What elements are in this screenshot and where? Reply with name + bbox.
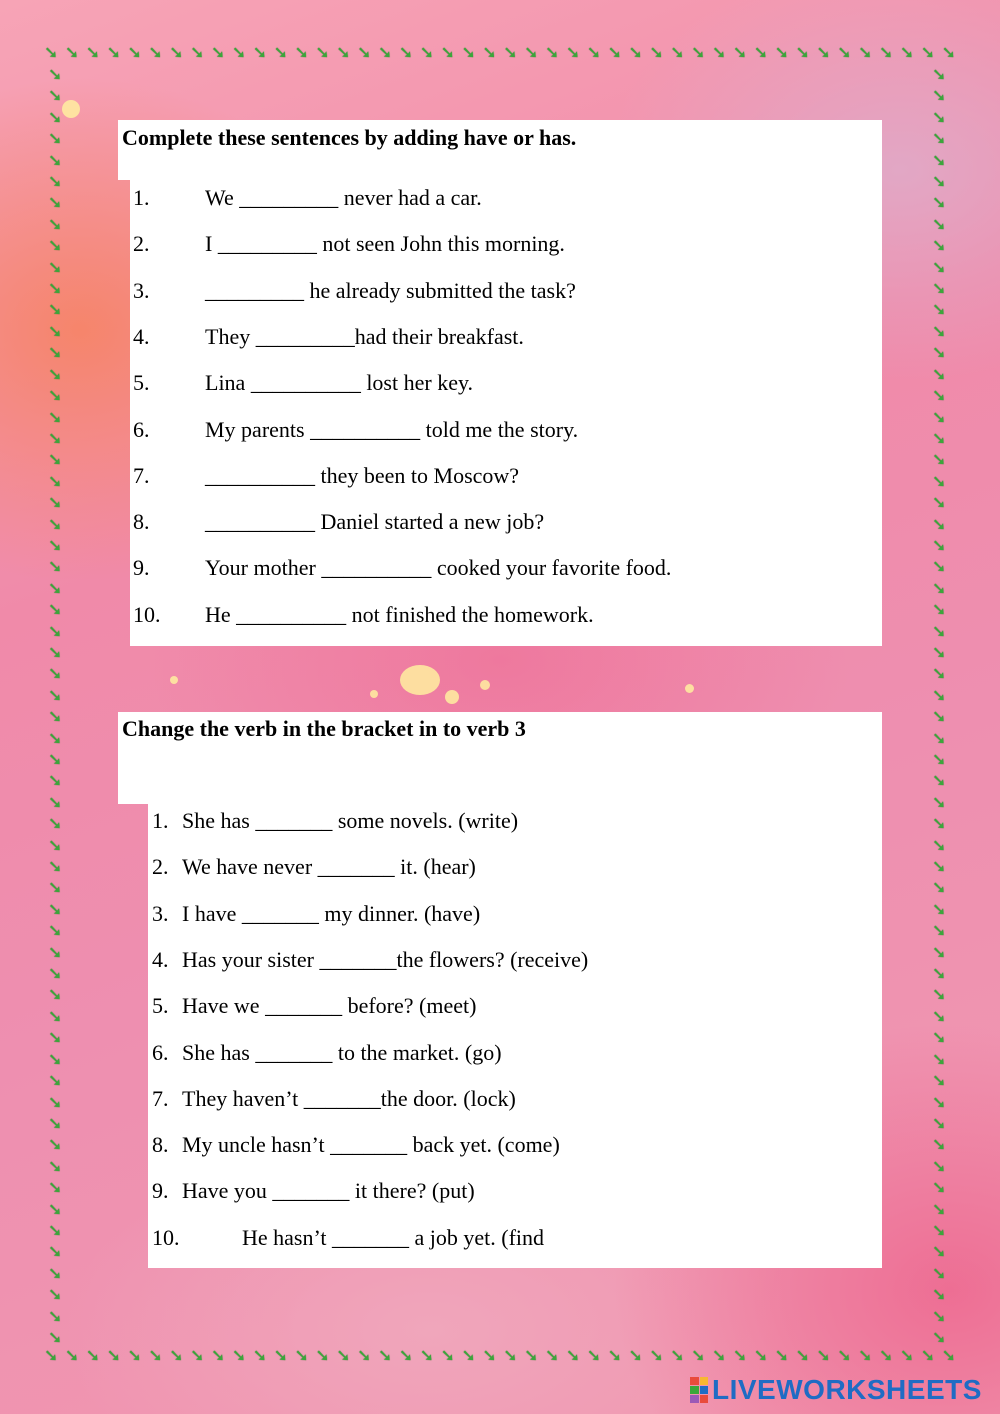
- logo-text: LIVEWORKSHEETS: [712, 1374, 982, 1405]
- green-arrow-icon: ➘: [932, 557, 947, 577]
- green-arrow-icon: ➘: [545, 43, 560, 62]
- item-number: 1.: [152, 808, 169, 833]
- item-text: We have never _______ it. (hear): [182, 854, 476, 880]
- green-arrow-icon: ➘: [48, 1220, 63, 1240]
- green-arrow-icon: ➘: [48, 1049, 63, 1069]
- green-arrow-icon: ➘: [932, 364, 947, 384]
- green-arrow-icon: ➘: [524, 1346, 539, 1365]
- green-arrow-icon: ➘: [932, 1028, 947, 1048]
- item-text: __________ Daniel started a new job?: [205, 509, 545, 535]
- green-arrow-icon: ➘: [932, 1306, 947, 1326]
- green-arrow-icon: ➘: [273, 1346, 288, 1365]
- green-arrow-icon: ➘: [315, 43, 330, 62]
- green-arrow-icon: ➘: [932, 1199, 947, 1219]
- item-text: Have you _______ it there? (put): [182, 1178, 475, 1204]
- green-arrow-icon: ➘: [837, 43, 852, 62]
- item-number: 7.: [152, 1085, 169, 1111]
- paint-splash: [62, 100, 80, 118]
- green-arrow-icon: ➘: [932, 428, 947, 448]
- green-arrow-icon: ➘: [482, 43, 497, 62]
- green-arrow-icon: ➘: [44, 1346, 59, 1365]
- green-arrow-icon: ➘: [732, 43, 748, 62]
- green-arrow-icon: ➘: [712, 43, 727, 62]
- green-arrow-icon: ➘: [48, 792, 63, 812]
- green-arrow-icon: ➘: [48, 514, 63, 534]
- green-arrow-icon: ➘: [357, 43, 372, 62]
- green-arrow-icon: ➘: [932, 621, 947, 641]
- item-number: 8.: [133, 509, 150, 535]
- item-text: We _________ never had a car.: [205, 185, 482, 210]
- green-arrow-icon: ➘: [48, 835, 63, 855]
- item-text: Your mother __________ cooked your favorite food.: [205, 555, 672, 581]
- green-arrow-icon: ➘: [932, 300, 947, 320]
- green-arrow-icon: ➘: [48, 600, 63, 620]
- green-arrow-icon: ➘: [85, 43, 100, 62]
- green-arrow-icon: ➘: [932, 642, 947, 662]
- green-arrow-icon: ➘: [932, 1327, 947, 1347]
- item-text: She has _______ to the market. (go): [182, 1039, 502, 1065]
- green-arrow-icon: ➘: [816, 43, 831, 62]
- green-arrow-icon: ➘: [48, 728, 63, 748]
- green-arrow-icon: ➘: [628, 43, 643, 62]
- green-arrow-icon: ➘: [48, 1242, 63, 1262]
- green-arrow-icon: ➘: [774, 43, 789, 62]
- green-arrow-icon: ➘: [932, 65, 947, 84]
- green-arrow-icon: ➘: [48, 857, 63, 877]
- green-arrow-icon: ➘: [628, 1346, 643, 1365]
- green-arrow-icon: ➘: [503, 43, 518, 62]
- green-arrow-icon: ➘: [932, 792, 947, 812]
- green-arrow-icon: ➘: [440, 1346, 455, 1365]
- green-arrow-icon: ➘: [48, 899, 63, 919]
- item-number: 8.: [152, 1132, 169, 1158]
- green-arrow-icon: ➘: [48, 107, 63, 127]
- green-arrow-icon: ➘: [920, 43, 935, 62]
- green-arrow-icon: ➘: [932, 1092, 947, 1112]
- green-arrow-icon: ➘: [48, 1199, 63, 1219]
- green-arrow-icon: ➘: [932, 1135, 947, 1155]
- green-arrow-icon: ➘: [48, 407, 63, 427]
- green-arrow-icon: ➘: [48, 557, 63, 577]
- green-arrow-icon: ➘: [48, 1306, 63, 1326]
- green-arrow-icon: ➘: [48, 364, 63, 384]
- green-arrow-icon: ➘: [932, 921, 947, 941]
- green-arrow-icon: ➘: [48, 1156, 63, 1176]
- paint-splash: [370, 690, 378, 698]
- green-arrow-icon: ➘: [294, 1346, 309, 1365]
- green-arrow-icon: ➘: [48, 578, 63, 598]
- green-arrow-icon: ➘: [774, 1346, 789, 1365]
- green-arrow-icon: ➘: [461, 1346, 476, 1365]
- green-arrow-icon: ➘: [48, 921, 63, 941]
- item-number: 10.: [133, 601, 161, 627]
- green-arrow-icon: ➘: [732, 1346, 748, 1365]
- green-arrow-icon: ➘: [545, 1346, 560, 1365]
- green-arrow-icon: ➘: [932, 1071, 947, 1091]
- green-arrow-icon: ➘: [273, 43, 288, 62]
- green-arrow-icon: ➘: [48, 1006, 63, 1026]
- green-arrow-icon: ➘: [899, 1346, 915, 1365]
- section1-title: Complete these sentences by adding have or has.: [122, 125, 577, 150]
- green-arrow-icon: ➘: [932, 1263, 947, 1283]
- green-arrow-icon: ➘: [941, 43, 956, 62]
- green-arrow-icon: ➘: [398, 43, 414, 62]
- paint-splash: [480, 680, 490, 690]
- green-arrow-icon: ➘: [48, 150, 63, 170]
- green-arrow-icon: ➘: [336, 1346, 351, 1365]
- green-arrow-icon: ➘: [670, 1346, 685, 1365]
- green-arrow-icon: ➘: [932, 578, 947, 598]
- green-arrow-icon: ➘: [941, 1346, 956, 1365]
- green-arrow-icon: ➘: [48, 172, 63, 192]
- green-arrow-icon: ➘: [48, 750, 63, 769]
- green-arrow-icon: ➘: [190, 1346, 205, 1365]
- item-text: He __________ not finished the homework.: [205, 601, 594, 627]
- green-arrow-icon: ➘: [48, 1285, 63, 1305]
- green-arrow-icon: ➘: [48, 621, 63, 641]
- green-arrow-icon: ➘: [932, 193, 947, 213]
- green-arrow-icon: ➘: [106, 43, 121, 62]
- green-arrow-icon: ➘: [932, 535, 947, 555]
- green-arrow-icon: ➘: [48, 1327, 63, 1347]
- green-arrow-icon: ➘: [932, 728, 947, 748]
- green-arrow-icon: ➘: [795, 43, 810, 62]
- green-arrow-icon: ➘: [148, 1346, 163, 1365]
- paint-splash: [685, 684, 694, 693]
- green-arrow-icon: ➘: [64, 1346, 80, 1365]
- green-arrow-icon: ➘: [211, 1346, 226, 1365]
- border-bottom: [44, 1347, 956, 1364]
- green-arrow-icon: ➘: [398, 1346, 414, 1365]
- green-arrow-icon: ➘: [48, 814, 63, 834]
- green-arrow-icon: ➘: [932, 899, 947, 919]
- green-arrow-icon: ➘: [691, 1346, 706, 1365]
- green-arrow-icon: ➘: [932, 1220, 947, 1240]
- green-arrow-icon: ➘: [932, 942, 947, 962]
- green-arrow-icon: ➘: [816, 1346, 831, 1365]
- green-arrow-icon: ➘: [932, 321, 947, 341]
- item-text: Has your sister _______the flowers? (receive): [182, 946, 589, 972]
- green-arrow-icon: ➘: [48, 985, 63, 1005]
- item-number: 6.: [152, 1039, 169, 1065]
- green-arrow-icon: ➘: [524, 43, 539, 62]
- green-arrow-icon: ➘: [48, 193, 63, 213]
- item-text: My uncle hasn’t _______ back yet. (come): [182, 1132, 560, 1158]
- green-arrow-icon: ➘: [932, 471, 947, 491]
- green-arrow-icon: ➘: [932, 107, 947, 127]
- green-arrow-icon: ➘: [586, 1346, 601, 1365]
- green-arrow-icon: ➘: [753, 43, 768, 62]
- item-number: 6.: [133, 416, 150, 442]
- green-arrow-icon: ➘: [48, 321, 63, 341]
- green-arrow-icon: ➘: [932, 600, 947, 620]
- green-arrow-icon: ➘: [336, 43, 351, 62]
- green-arrow-icon: ➘: [837, 1346, 852, 1365]
- green-arrow-icon: ➘: [378, 43, 393, 62]
- green-arrow-icon: ➘: [231, 43, 247, 62]
- item-text: They haven’t _______the door. (lock): [182, 1085, 516, 1111]
- item-number: 1.: [133, 185, 150, 210]
- green-arrow-icon: ➘: [211, 43, 226, 62]
- green-arrow-icon: ➘: [932, 236, 947, 256]
- green-arrow-icon: ➘: [48, 279, 63, 299]
- green-arrow-icon: ➘: [932, 86, 947, 106]
- green-arrow-icon: ➘: [932, 279, 947, 299]
- green-arrow-icon: ➘: [932, 814, 947, 834]
- item-number: 5.: [133, 370, 150, 396]
- green-arrow-icon: ➘: [932, 150, 947, 170]
- green-arrow-icon: ➘: [482, 1346, 497, 1365]
- green-arrow-icon: ➘: [879, 43, 894, 62]
- green-arrow-icon: ➘: [48, 1135, 63, 1155]
- green-arrow-icon: ➘: [932, 771, 947, 791]
- green-arrow-icon: ➘: [127, 1346, 142, 1365]
- green-arrow-icon: ➘: [932, 1285, 947, 1305]
- green-arrow-icon: ➘: [85, 1346, 100, 1365]
- green-arrow-icon: ➘: [920, 1346, 935, 1365]
- green-arrow-icon: ➘: [932, 1178, 947, 1198]
- paint-splash: [400, 665, 440, 695]
- item-text: _________ he already submitted the task?: [205, 277, 576, 303]
- green-arrow-icon: ➘: [461, 43, 476, 62]
- green-arrow-icon: ➘: [932, 386, 947, 406]
- green-arrow-icon: ➘: [252, 1346, 267, 1365]
- green-arrow-icon: ➘: [48, 214, 63, 234]
- green-arrow-icon: ➘: [932, 1049, 947, 1069]
- green-arrow-icon: ➘: [932, 1113, 947, 1133]
- green-arrow-icon: ➘: [858, 1346, 873, 1365]
- green-arrow-icon: ➘: [44, 43, 59, 62]
- green-arrow-icon: ➘: [932, 835, 947, 855]
- green-arrow-icon: ➘: [932, 964, 947, 984]
- green-arrow-icon: ➘: [48, 428, 63, 448]
- green-arrow-icon: ➘: [48, 300, 63, 320]
- item-number: 4.: [133, 323, 150, 349]
- green-arrow-icon: ➘: [932, 750, 947, 769]
- green-arrow-icon: ➘: [932, 1242, 947, 1262]
- green-arrow-icon: ➘: [753, 1346, 768, 1365]
- green-arrow-icon: ➘: [48, 471, 63, 491]
- green-arrow-icon: ➘: [48, 964, 63, 984]
- item-text: __________ they been to Moscow?: [205, 462, 520, 488]
- green-arrow-icon: ➘: [48, 771, 63, 791]
- green-arrow-icon: ➘: [48, 1113, 63, 1133]
- green-arrow-icon: ➘: [932, 493, 947, 513]
- paint-splash: [445, 690, 459, 704]
- section2-title: Change the verb in the bracket in to verb 3: [122, 716, 526, 741]
- liveworksheets-logo-icon: [690, 1377, 708, 1403]
- green-arrow-icon: ➘: [932, 878, 947, 898]
- green-arrow-icon: ➘: [503, 1346, 518, 1365]
- green-arrow-icon: ➘: [190, 43, 205, 62]
- green-arrow-icon: ➘: [440, 43, 455, 62]
- item-number: 3.: [152, 900, 169, 926]
- green-arrow-icon: ➘: [48, 1178, 63, 1198]
- green-arrow-icon: ➘: [879, 1346, 894, 1365]
- green-arrow-icon: ➘: [252, 43, 267, 62]
- liveworksheets-logo: [690, 1374, 982, 1406]
- green-arrow-icon: ➘: [932, 407, 947, 427]
- green-arrow-icon: ➘: [357, 1346, 372, 1365]
- item-number: 9.: [133, 555, 150, 581]
- green-arrow-icon: ➘: [565, 43, 581, 62]
- green-arrow-icon: ➘: [315, 1346, 330, 1365]
- green-arrow-icon: ➘: [48, 386, 63, 406]
- border-right: [932, 66, 946, 1346]
- green-arrow-icon: ➘: [932, 514, 947, 534]
- green-arrow-icon: ➘: [419, 43, 434, 62]
- green-arrow-icon: ➘: [231, 1346, 247, 1365]
- green-arrow-icon: ➘: [64, 43, 80, 62]
- green-arrow-icon: ➘: [607, 1346, 622, 1365]
- green-arrow-icon: ➘: [127, 43, 142, 62]
- green-arrow-icon: ➘: [712, 1346, 727, 1365]
- green-arrow-icon: ➘: [932, 985, 947, 1005]
- green-arrow-icon: ➘: [565, 1346, 581, 1365]
- item-number: 4.: [152, 946, 169, 972]
- green-arrow-icon: ➘: [932, 172, 947, 192]
- green-arrow-icon: ➘: [932, 664, 947, 684]
- green-arrow-icon: ➘: [932, 685, 947, 705]
- green-arrow-icon: ➘: [48, 685, 63, 705]
- green-arrow-icon: ➘: [48, 707, 63, 727]
- green-arrow-icon: ➘: [48, 129, 63, 149]
- green-arrow-icon: ➘: [932, 707, 947, 727]
- green-arrow-icon: ➘: [932, 214, 947, 234]
- green-arrow-icon: ➘: [932, 450, 947, 470]
- green-arrow-icon: ➘: [649, 1346, 664, 1365]
- green-arrow-icon: ➘: [899, 43, 915, 62]
- green-arrow-icon: ➘: [48, 664, 63, 684]
- green-arrow-icon: ➘: [48, 86, 63, 106]
- paint-splash: [170, 676, 178, 684]
- green-arrow-icon: ➘: [48, 1263, 63, 1283]
- green-arrow-icon: ➘: [932, 1156, 947, 1176]
- green-arrow-icon: ➘: [932, 1006, 947, 1026]
- item-number: 10.: [152, 1224, 180, 1250]
- green-arrow-icon: ➘: [691, 43, 706, 62]
- item-text: My parents __________ told me the story.: [205, 416, 579, 442]
- green-arrow-icon: ➘: [48, 1071, 63, 1091]
- green-arrow-icon: ➘: [48, 343, 63, 363]
- green-arrow-icon: ➘: [48, 535, 63, 555]
- green-arrow-icon: ➘: [858, 43, 873, 62]
- item-text: She has _______ some novels. (write): [182, 808, 519, 833]
- green-arrow-icon: ➘: [795, 1346, 810, 1365]
- green-arrow-icon: ➘: [932, 857, 947, 877]
- green-arrow-icon: ➘: [419, 1346, 434, 1365]
- green-arrow-icon: ➘: [670, 43, 685, 62]
- green-arrow-icon: ➘: [48, 878, 63, 898]
- green-arrow-icon: ➘: [932, 257, 947, 277]
- green-arrow-icon: ➘: [48, 1028, 63, 1048]
- green-arrow-icon: ➘: [48, 257, 63, 277]
- green-arrow-icon: ➘: [607, 43, 622, 62]
- item-text: They _________had their breakfast.: [205, 323, 524, 349]
- item-number: 7.: [133, 462, 150, 488]
- border-top: [44, 44, 956, 61]
- green-arrow-icon: ➘: [378, 1346, 393, 1365]
- border-left: [48, 66, 62, 1346]
- green-arrow-icon: ➘: [48, 236, 63, 256]
- item-text: Have we _______ before? (meet): [182, 993, 477, 1019]
- green-arrow-icon: ➘: [48, 493, 63, 513]
- green-arrow-icon: ➘: [649, 43, 664, 62]
- item-number: 2.: [133, 231, 150, 257]
- item-number: 9.: [152, 1178, 169, 1204]
- green-arrow-icon: ➘: [48, 1092, 63, 1112]
- item-number: 5.: [152, 993, 169, 1019]
- item-text: I _________ not seen John this morning.: [205, 231, 565, 257]
- green-arrow-icon: ➘: [106, 1346, 121, 1365]
- green-arrow-icon: ➘: [148, 43, 163, 62]
- item-text: I have _______ my dinner. (have): [182, 900, 481, 926]
- green-arrow-icon: ➘: [932, 129, 947, 149]
- green-arrow-icon: ➘: [169, 43, 184, 62]
- item-text: He hasn’t _______ a job yet. (find: [242, 1224, 545, 1250]
- green-arrow-icon: ➘: [48, 642, 63, 662]
- green-arrow-icon: ➘: [932, 343, 947, 363]
- green-arrow-icon: ➘: [586, 43, 601, 62]
- green-arrow-icon: ➘: [48, 942, 63, 962]
- item-number: 2.: [152, 854, 169, 880]
- green-arrow-icon: ➘: [48, 65, 63, 84]
- item-number: 3.: [133, 277, 150, 303]
- item-text: Lina __________ lost her key.: [205, 370, 474, 396]
- green-arrow-icon: ➘: [48, 450, 63, 470]
- green-arrow-icon: ➘: [294, 43, 309, 62]
- green-arrow-icon: ➘: [169, 1346, 184, 1365]
